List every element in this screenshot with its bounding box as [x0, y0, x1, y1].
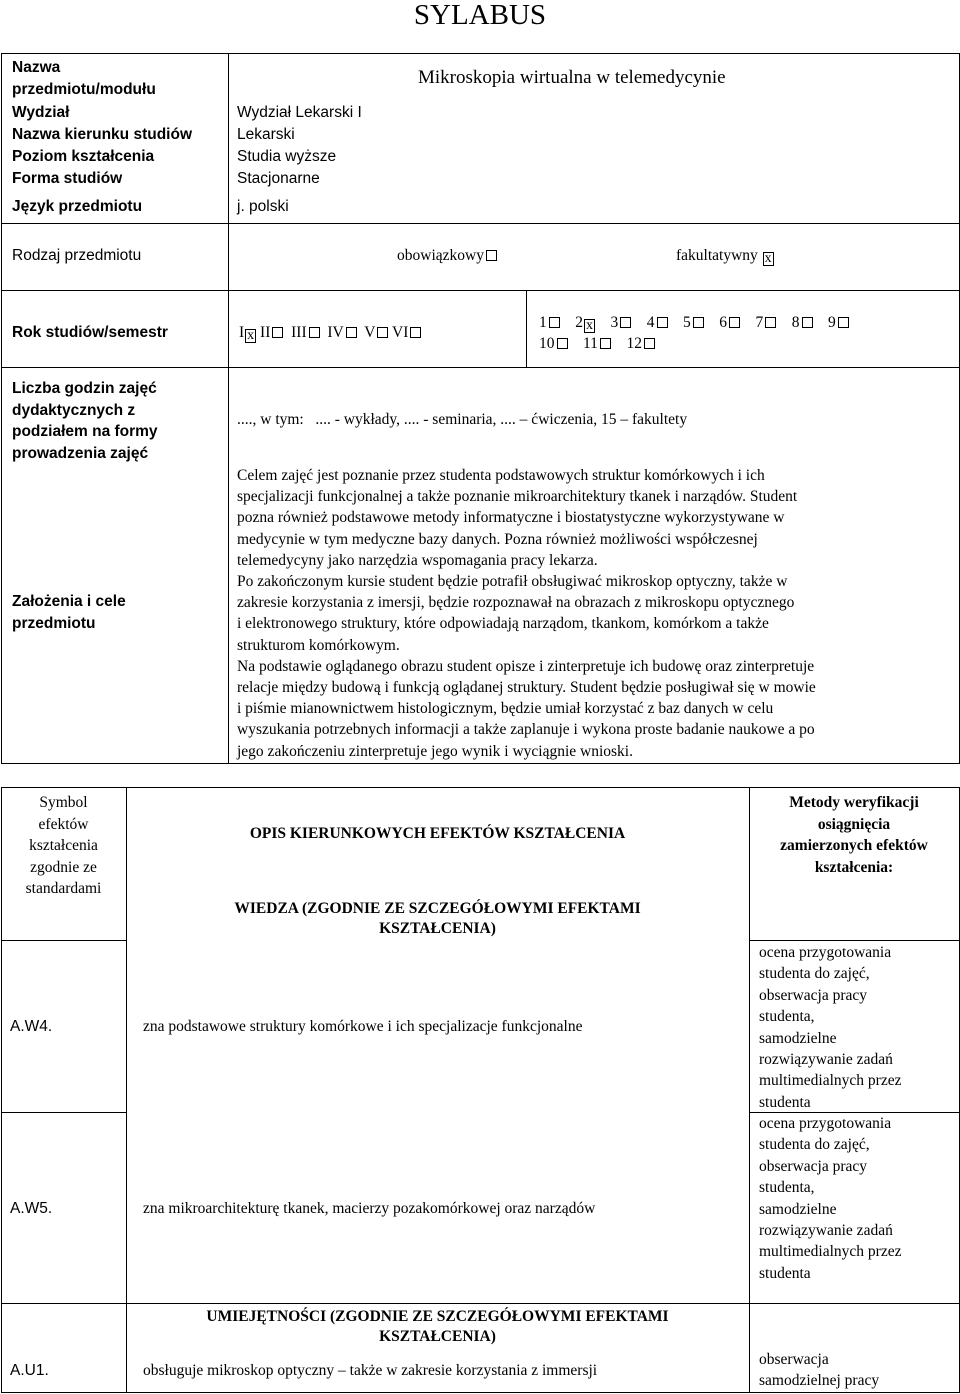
- semester-options: 1 2 x 3 4 5 6 7 8 9 10 11 12: [539, 312, 849, 354]
- subject-name-value: Mikroskopia wirtualna w telemedycynie: [418, 67, 726, 88]
- checkbox-icon[interactable]: [272, 327, 283, 338]
- table-border: [228, 53, 229, 764]
- symbol-header: Symbol efektów kształcenia zgodnie ze standardami: [25, 794, 102, 897]
- outcome-symbol: A.U1.: [10, 1362, 49, 1379]
- checkbox-icon[interactable]: [557, 338, 568, 349]
- table-border: [1, 787, 959, 788]
- table-border: [1, 940, 126, 941]
- language-value: j. polski: [237, 198, 289, 215]
- table-border: [1, 223, 959, 224]
- checkbox-checked-icon[interactable]: x: [586, 318, 593, 333]
- outcome-methods: ocena przygotowania studenta do zajęć, obserwacja pracy studenta, samodzielne rozwiązywanie zadań multimedialnych przez studenta: [759, 1115, 902, 1282]
- outcome-description: obsługuje mikroskop optyczny – także w zakresie korzystania z immersji: [143, 1362, 598, 1379]
- year-options: I x II III IV V VI: [239, 322, 421, 344]
- skills-header: UMIEJĘTNOŚCI (ZGODNIE ZE SZCZEGÓŁOWYMI EFEKTAMI KSZTAŁCENIA): [206, 1308, 669, 1345]
- table-border: [1, 367, 959, 368]
- goals-text: Celem zajęć jest poznanie przez studenta podstawowych struktur komórkowych i ich specjalizacji funkcjonalnej a także poznanie mikroarchitektury tkanek i narządów. Student pozna również podstawowe metody informatyczne i biostatystyczne wykorzystywane w medycynie w tym medyczne bazy danych. Pozna również możliwości współczesnej telemedycyny jako narzędzia wspomagania pracy lekarza. Po zakończonym kursie student będzie potrafił obsługiwać mikroskop optyczny, także w zakresie korzystania z imersji, będzie rozpoznawał na obrazach z mikroskopu optycznego i elektronowego struktury, które odpowiadają narządom, tkankom, komórkom a także strukturom komórkowym. Na podstawie oglądanego obrazu student opisze i zinterpretuje ich budowę oraz zinterpretuje relacje między budową i funkcją oglądanej struktury. Student będzie posługiwał się w mowie i piśmie mianownictwem histologicznym, będzie umiał korzystać z baz danych w celu wyszukania potrzebnych informacji a także zaplanuje i wykona proste badanie naukowe a po jego zakończeniu zinterpretuje jego wynik i wyciągnie wnioski.: [237, 467, 816, 760]
- checkbox-icon[interactable]: [309, 327, 320, 338]
- checkbox-checked-icon[interactable]: x: [247, 328, 255, 343]
- outcome-description: zna podstawowe struktury komórkowe i ich specjalizacje funkcjonalne: [143, 1018, 583, 1035]
- table-border: [1, 53, 959, 54]
- outcome-methods: obserwacja samodzielnej pracy: [759, 1351, 880, 1390]
- checkbox-icon[interactable]: [346, 327, 357, 338]
- page-title: SYLABUS: [413, 0, 547, 31]
- level-label: Poziom kształcenia: [12, 148, 155, 165]
- methods-header: Metody weryfikacji osiągnięcia zamierzonych efektów kształcenia:: [780, 794, 928, 876]
- faculty-label: Wydział: [12, 104, 70, 121]
- field-label: Nazwa kierunku studiów: [12, 126, 193, 143]
- table-border: [1, 1303, 959, 1304]
- form-value: Stacjonarne: [237, 170, 320, 187]
- checkbox-icon[interactable]: [657, 317, 668, 328]
- description-header: OPIS KIERUNKOWYCH EFEKTÓW KSZTAŁCENIA: [249, 825, 626, 842]
- checkbox-icon[interactable]: [620, 317, 631, 328]
- checkbox-checked-icon[interactable]: x: [764, 251, 772, 266]
- checkbox-icon[interactable]: [486, 250, 497, 261]
- table-border: [1, 53, 2, 764]
- field-value: Lekarski: [237, 126, 295, 143]
- checkbox-icon[interactable]: [693, 317, 704, 328]
- level-value: Studia wyższe: [237, 148, 337, 165]
- table-border: [1, 1392, 959, 1393]
- subject-name-label: Nazwa przedmiotu/modułu: [12, 59, 156, 98]
- table-border: [526, 290, 527, 367]
- table-border: [126, 787, 127, 1393]
- checkbox-icon[interactable]: [644, 338, 655, 349]
- goals-label: Założenia i cele przedmiotu: [12, 593, 126, 632]
- faculty-value: Wydział Lekarski I: [237, 104, 362, 121]
- table-border: [1, 763, 959, 764]
- table-border: [1, 1112, 126, 1113]
- checkbox-icon[interactable]: [377, 327, 388, 338]
- checkbox-icon[interactable]: [765, 317, 776, 328]
- subject-type-label: Rodzaj przedmiotu: [12, 247, 142, 264]
- outcome-symbol: A.W4.: [10, 1018, 53, 1035]
- obligatory-label: obowiązkowy: [397, 247, 484, 264]
- year-semester-label: Rok studiów/semestr: [12, 324, 168, 341]
- knowledge-header: WIEDZA (ZGODNIE ZE SZCZEGÓŁOWYMI EFEKTAMI KSZTAŁCENIA): [234, 900, 641, 937]
- checkbox-icon[interactable]: [549, 317, 560, 328]
- outcome-methods: ocena przygotowania studenta do zajęć, obserwacja pracy studenta, samodzielne rozwiązywanie zadań multimedialnych przez studenta: [759, 944, 902, 1111]
- language-label: Język przedmiotu: [12, 198, 143, 215]
- checkbox-icon[interactable]: [729, 317, 740, 328]
- elective-option[interactable]: [676, 245, 774, 267]
- table-border: [1, 290, 959, 291]
- checkbox-icon[interactable]: [410, 327, 421, 338]
- elective-label: fakultatywny: [676, 247, 758, 264]
- table-border: [749, 940, 959, 941]
- form-label: Forma studiów: [12, 170, 123, 187]
- checkbox-icon[interactable]: [802, 317, 813, 328]
- hours-label: Liczba godzin zajęć dydaktycznych z podziałem na formy prowadzenia zajęć: [12, 380, 158, 462]
- outcome-description: zna mikroarchitekturę tkanek, macierzy pozakomórkowej oraz narządów: [143, 1200, 596, 1217]
- hours-value: ...., w tym: .... - wykłady, .... - seminaria, .... – ćwiczenia, 15 – fakultety: [237, 411, 688, 428]
- obligatory-option[interactable]: [397, 245, 497, 267]
- checkbox-icon[interactable]: [600, 338, 611, 349]
- outcome-symbol: A.W5.: [10, 1200, 53, 1217]
- checkbox-icon[interactable]: [838, 317, 849, 328]
